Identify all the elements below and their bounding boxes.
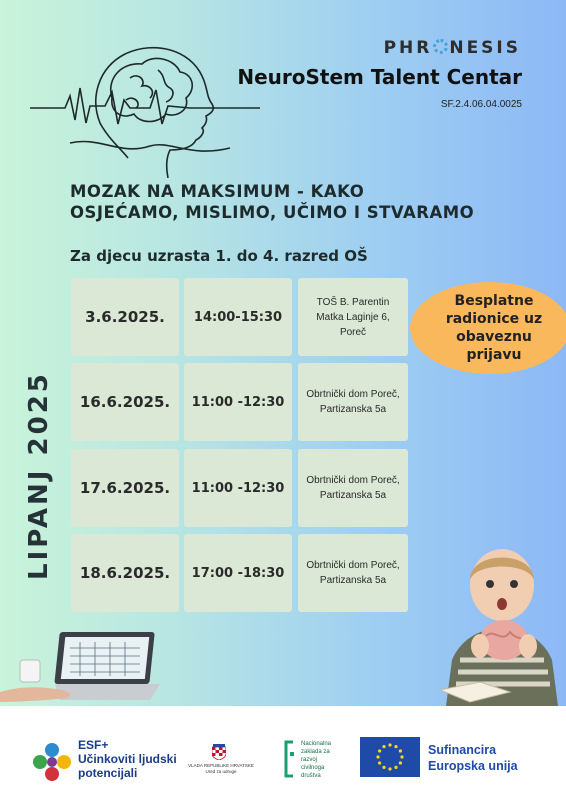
esf-line-1: Učinkoviti ljudski [78, 752, 177, 766]
session-time: 14:00-15:30 [184, 278, 292, 356]
bubble-line: Besplatne [454, 293, 534, 309]
eu-star-icon [382, 745, 385, 748]
fund-line-2: zaklada za [301, 749, 330, 755]
headline-line-1: MOZAK NA MAKSIMUM - KAKO [70, 182, 365, 201]
eu-star-icon [388, 767, 391, 770]
brain-head-illustration [30, 28, 260, 178]
eu-line-2: Europska unija [428, 759, 518, 773]
center-name: NeuroStem Talent Centar [237, 65, 522, 89]
boy-with-brain-photo [440, 540, 566, 706]
session-place [298, 449, 408, 527]
session-date: 3.6.2025. [71, 278, 179, 356]
esf-plus-label: ESF+ [78, 738, 109, 752]
eu-cofunding-label [428, 742, 518, 774]
session-place [298, 534, 408, 612]
sponsor-footer [0, 706, 566, 800]
fund-line-3: razvoj [301, 757, 318, 763]
eu-star-icon [382, 766, 385, 769]
place-line: Matka Laginje 6, [316, 311, 390, 323]
gov-line-1: VLADA REPUBLIKE HRVATSKE [188, 763, 254, 768]
laptop-hand-photo [0, 630, 165, 706]
session-time: 11:00 -12:30 [184, 449, 292, 527]
esf-line-2: potencijali [78, 766, 138, 780]
eu-star-icon [388, 743, 391, 746]
phronesis-logo: PHR NESIS [383, 38, 521, 58]
place-line: Partizanska 5a [319, 575, 387, 586]
place-line: TOŠ B. Parentin [316, 296, 390, 308]
logo-o-mark-icon [433, 39, 448, 54]
session-date: 16.6.2025. [71, 363, 179, 441]
fund-line-5: društva [301, 773, 321, 779]
headline [70, 181, 474, 223]
place-line: Partizanska 5a [319, 490, 387, 501]
audience-text: Za djecu uzrasta 1. do 4. razred OŠ [70, 247, 368, 265]
eu-star-icon [399, 761, 402, 764]
esf-program-name [78, 738, 177, 780]
session-date: 18.6.2025. [71, 534, 179, 612]
foundation-name [301, 740, 331, 780]
session-time: 11:00 -12:30 [184, 363, 292, 441]
eu-star-icon [376, 755, 379, 758]
fund-line-1: Nacionalna [301, 741, 332, 747]
session-date: 17.6.2025. [71, 449, 179, 527]
session-place [298, 278, 408, 356]
bubble-line: radionice uz [445, 311, 543, 327]
place-line: Obrtnički dom Poreč, [306, 389, 400, 400]
place-line: Poreč [339, 326, 367, 338]
eu-star-icon [394, 766, 397, 769]
government-office-label [188, 763, 254, 775]
bubble-line: obaveznu [456, 329, 532, 345]
croatian-coat-of-arms-icon [212, 744, 226, 760]
eu-star-icon [378, 749, 381, 752]
eu-flag-icon [360, 737, 420, 777]
project-code: SF.2.4.06.04.0025 [440, 99, 522, 110]
place-line: Partizanska 5a [319, 404, 387, 415]
headline-line-2: OSJEĆAMO, MISLIMO, UČIMO I STVARAMO [70, 203, 475, 222]
place-line: Obrtnički dom Poreč, [306, 475, 400, 486]
eu-star-icon [394, 745, 397, 748]
fund-line-4: civilnoga [301, 765, 325, 771]
foundation-bracket-logo-icon [283, 740, 297, 778]
place-line: Obrtnički dom Poreč, [306, 560, 400, 571]
session-place [298, 363, 408, 441]
bubble-line: prijavu [466, 347, 522, 363]
esf-flower-logo-icon [32, 742, 72, 782]
gov-line-2: Ured za udruge [205, 769, 237, 774]
eu-star-icon [399, 749, 402, 752]
month-label: LIPANJ 2025 [24, 371, 54, 580]
free-workshops-bubble [410, 282, 566, 374]
session-time: 17:00 -18:30 [184, 534, 292, 612]
eu-star-icon [400, 755, 403, 758]
eu-star-icon [378, 761, 381, 764]
eu-line-1: Sufinancira [428, 743, 497, 757]
